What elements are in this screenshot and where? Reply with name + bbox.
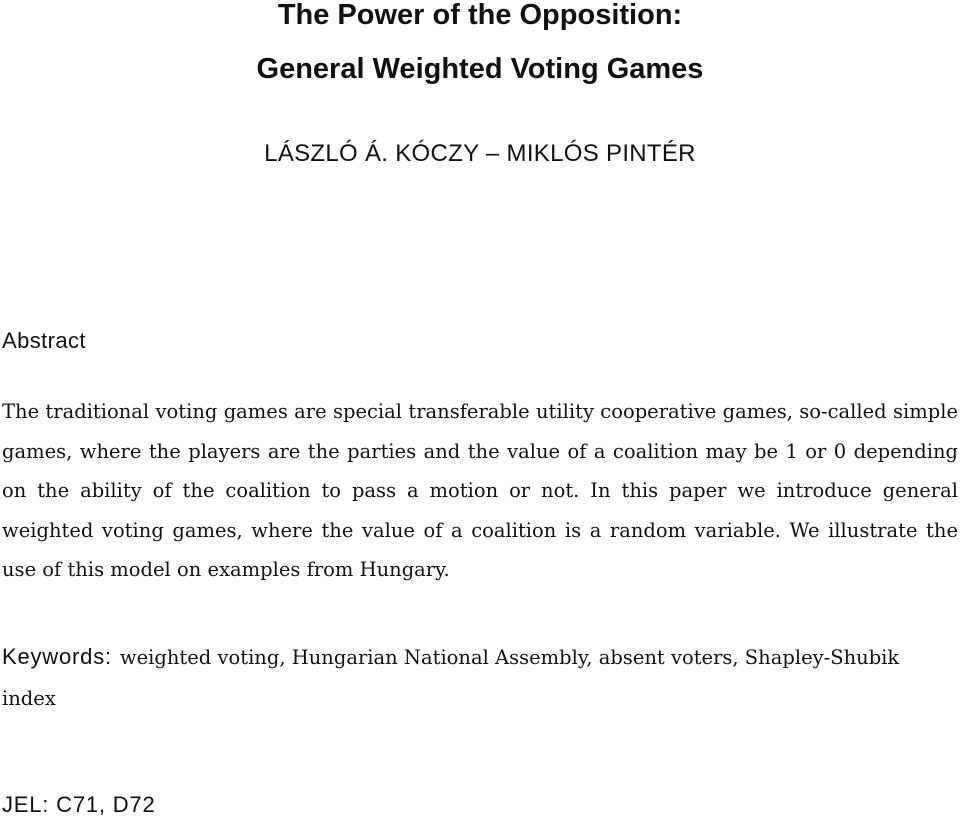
jel-codes: JEL: C71, D72 xyxy=(2,792,156,817)
abstract-heading: Abstract xyxy=(2,328,86,353)
keywords xyxy=(2,636,958,719)
keywords-label: Keywords: xyxy=(2,644,112,669)
authors: LÁSZLÓ Á. KÓCZY – MIKLÓS PINTÉR xyxy=(264,140,696,167)
keywords-text: weighted voting, Hungarian National Assembly, absent voters, Shapley-Shubik index xyxy=(2,646,900,710)
abstract-text: The traditional voting games are special transferable utility cooperative games, so-called simple games, where the players are the parties and the value of a coalition may be 1 or 0 depending on the ability of the coalition to pass a motion or not. In this paper we introduce general weighted voting games, where the value of a coalition is a random variable. We illustrate the use of this model on examples from Hungary. xyxy=(2,400,958,582)
title-line-1: The Power of the Opposition: xyxy=(277,0,683,31)
title-line-2: General Weighted Voting Games xyxy=(256,53,704,85)
